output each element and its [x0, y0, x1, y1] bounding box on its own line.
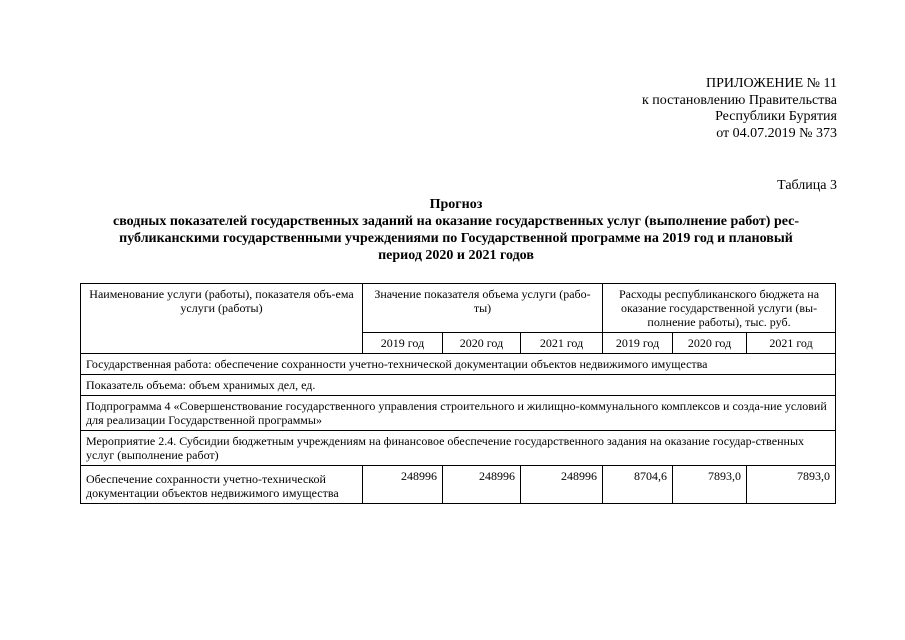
title-line-1: Прогноз	[429, 197, 483, 212]
document-title	[80, 196, 832, 264]
measure-cell: Мероприятие 2.4. Субсидии бюджетным учреждениям на финансовое обеспечение государственного задания на оказание государ-ственных услуг (выполнение работ)	[81, 431, 836, 466]
appendix-date: от 04.07.2019 № 373	[716, 125, 837, 141]
year-cell: 2021 год	[747, 333, 836, 354]
value-cell: 8704,6	[603, 466, 673, 504]
value-cell: 248996	[443, 466, 521, 504]
volume-indicator-cell: Показатель объема: объем хранимых дел, ед.	[81, 375, 836, 396]
year-cell: 2020 год	[673, 333, 747, 354]
table-row	[81, 354, 836, 375]
appendix-line-2: к постановлению Правительства	[641, 92, 837, 108]
value-cell: 7893,0	[747, 466, 836, 504]
header-expense-cell: Расходы республиканского бюджета на оказание государственной услуги (вы-полнение работы), тыс. руб.	[603, 284, 836, 333]
year-cell: 2019 год	[363, 333, 443, 354]
table-row	[81, 431, 836, 466]
year-cell: 2021 год	[521, 333, 603, 354]
value-cell: 248996	[363, 466, 443, 504]
forecast-table	[80, 283, 836, 504]
table-row	[81, 466, 836, 504]
value-cell: 248996	[521, 466, 603, 504]
title-line-4: период 2020 и 2021 годов	[378, 248, 534, 263]
year-cell: 2020 год	[443, 333, 521, 354]
data-row-name-cell: Обеспечение сохранности учетно-технической документации объектов недвижимого имущества	[81, 466, 363, 504]
appendix-line-3: Республики Бурятия	[715, 109, 837, 124]
appendix-block	[642, 76, 837, 142]
header-name-cell: Наименование услуги (работы), показателя объ-ема услуги (работы)	[81, 284, 363, 354]
state-work-cell: Государственная работа: обеспечение сохранности учетно-технической документации объектов недвижимого имущества	[81, 354, 836, 375]
header-volume-cell: Значение показателя объема услуги (рабо-ты)	[363, 284, 603, 333]
table-label: Таблица 3	[777, 178, 837, 193]
year-cell: 2019 год	[603, 333, 673, 354]
table-row	[81, 375, 836, 396]
table-row	[81, 396, 836, 431]
value-cell: 7893,0	[673, 466, 747, 504]
subprogram-cell: Подпрограмма 4 «Совершенствование государственного управления строительного и жилищно-коммунального комплексов и созда-ние условий для реализации Государственной программы»	[81, 396, 836, 431]
header-row	[81, 284, 836, 333]
title-line-2: сводных показателей государственных заданий на оказание государственных услуг (выполнение работ) рес-	[113, 214, 799, 229]
title-line-3: публиканскими государственными учреждениями по Государственной программе на 2019 год и плановый	[119, 231, 793, 246]
appendix-title: ПРИЛОЖЕНИЕ № 11	[706, 76, 837, 91]
